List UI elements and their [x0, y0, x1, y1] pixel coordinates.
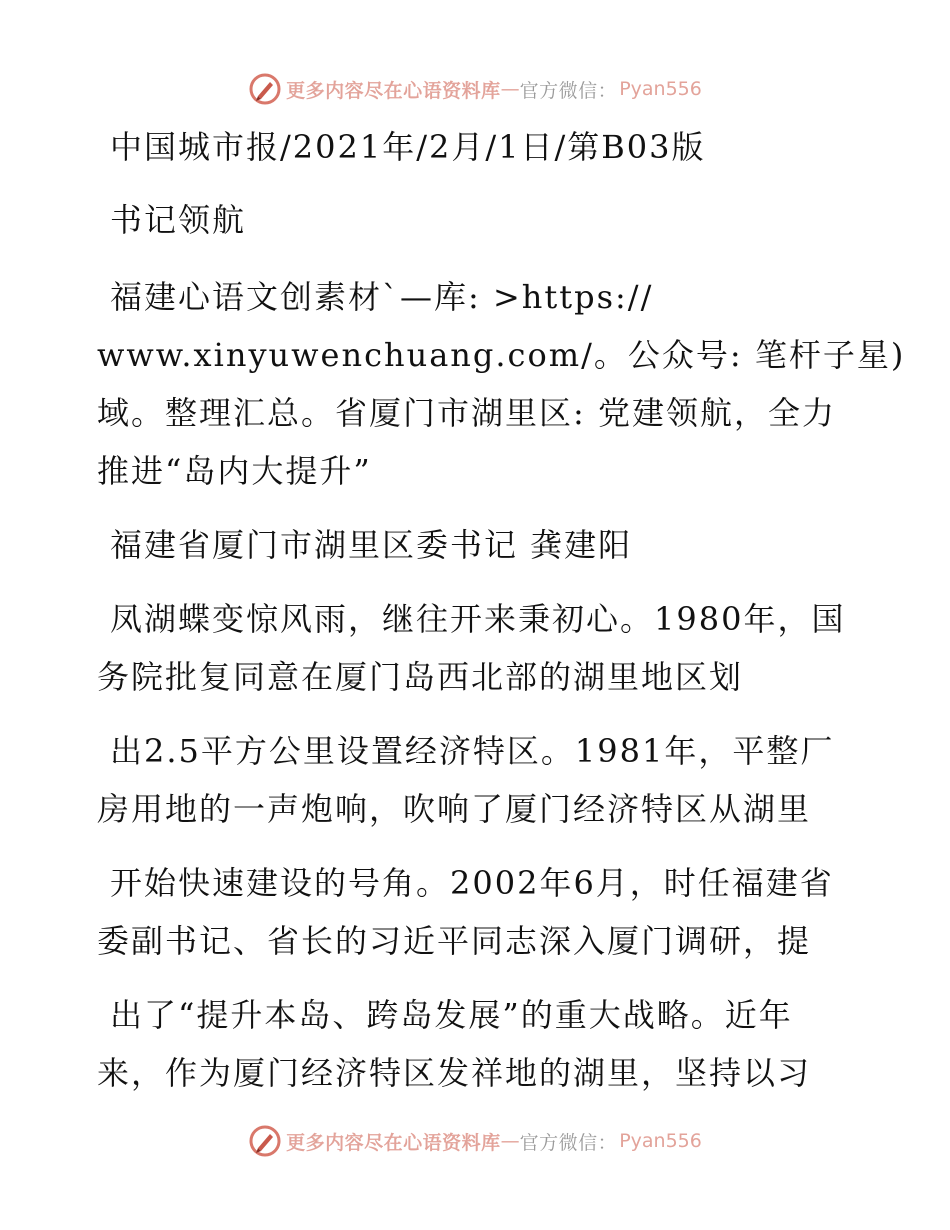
text-line: 福建心语文创素材`—库: >https://	[110, 278, 654, 316]
text-line: 推进“岛内大提升”	[97, 452, 372, 490]
text-line: 域。整理汇总。省厦门市湖里区: 党建领航，全力	[97, 394, 836, 432]
text-line: 开始快速建设的号角。2002年6月，时任福建省	[110, 864, 834, 902]
text-line: www.xinyuwenchuang.com/。公众号: 笔杆子星)	[97, 336, 906, 374]
pen-logo-icon	[248, 1124, 282, 1158]
watermark-wechat-label: 官方微信：	[519, 79, 618, 102]
source-line: 中国城市报/2021年/2月/1日/第B03版	[110, 128, 706, 166]
watermark-footer	[0, 1124, 950, 1158]
watermark-wechat-label: 官方微信：	[519, 1131, 618, 1154]
text-line: 委副书记、省长的习近平同志深入厦门调研，提	[97, 922, 812, 960]
column-title: 书记领航	[110, 201, 247, 239]
author-line: 福建省厦门市湖里区委书记 龚建阳	[110, 526, 633, 564]
text-line: 出2.5平方公里设置经济特区。1981年，平整厂	[110, 732, 835, 770]
text-line: 凤湖蝶变惊风雨，继往开来秉初心。1980年，国	[110, 600, 846, 638]
pen-logo-icon	[248, 72, 282, 106]
text-line: 出了“提升本岛、跨岛发展”的重大战略。近年	[110, 996, 793, 1034]
text-line: 务院批复同意在厦门岛西北部的湖里地区划	[97, 658, 744, 696]
watermark-separator: —	[500, 78, 520, 100]
text-line: 来，作为厦门经济特区发祥地的湖里，坚持以习	[97, 1054, 812, 1092]
watermark-main-text: 更多内容尽在心语资料库	[286, 1131, 501, 1154]
watermark-wechat-id: Pyan556	[619, 78, 702, 100]
watermark-wechat-id: Pyan556	[619, 1130, 702, 1152]
watermark-header	[0, 72, 950, 106]
watermark-main-text: 更多内容尽在心语资料库	[286, 79, 501, 102]
text-line: 房用地的一声炮响，吹响了厦门经济特区从湖里	[97, 790, 812, 828]
watermark-separator: —	[500, 1130, 520, 1152]
